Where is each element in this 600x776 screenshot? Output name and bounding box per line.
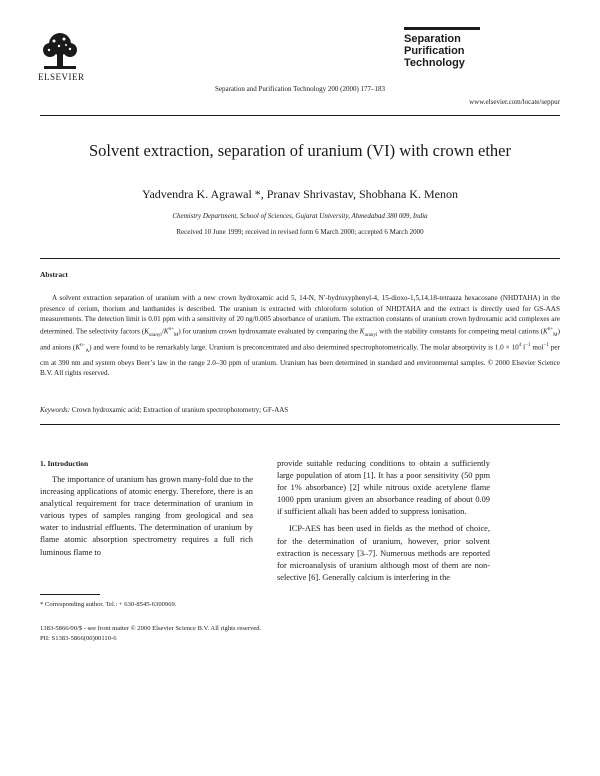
keywords-label: Keywords:: [40, 406, 71, 414]
journal-logo-bar: [404, 27, 480, 30]
journal-citation: Separation and Purification Technology 200 (2000) 177–183: [214, 85, 386, 93]
issn-block: [40, 624, 261, 644]
journal-logo-line-1: Separation: [404, 33, 461, 45]
corresponding-author-footnote: * Corresponding author. Tel.: + 630-8545-6300969.: [40, 601, 177, 608]
abstract-bottom-rule: [40, 424, 560, 425]
issn-line: 1383-5866/00/$ - see front matter © 2000 Elsevier Science B.V. All rights reserved.: [40, 625, 262, 632]
elsevier-tree-logo: [40, 30, 80, 70]
abstract-top-rule: [40, 258, 560, 259]
abstract-text: A solvent extraction separation of uranium with a new crown hydroxamic acid 5, 14-N, N′-hydroxyphenyl-4, 15-dioxo-1,5,14,18-tetraaza hexacosane (NHDTAHA) in the presence of cerium, thorium and lanthanides is described. The uranium is extracted with chloroform solution of NHDTAHA and the extract is directly used for GS-AAS measurements. The detection limit is 0.01 ppm with a sensitivity of 20 ng/0.005 absorbance of uranium. The extraction constants of uranium crown hydroxamic acid complexes are determined. The selectivity factors $(K_{uranyl}/K^{n+}_M)$ for uranium crown hydroxamate evaluated by comparing the $K_{uranyl}$ with the stability constants for competing metal cations $(K^{n+}_M)$ and anions $(K^{n-}_A)$ and were found to be remarkably large. Uranium is preconcentrated and also determined spectrophotometrically. The molar absorptivity is $1.0 \times 10^4$ $l^{-1}$ mol$^{-1}$ per cm at 390 nm and system obeys Beer’s law in the range 2.0–30 ppm of uranium. Uranium has been determined in standard and environmental samples. © 2000 Elsevier Science B.V. All rights reserved.: [40, 294, 560, 378]
author-affiliation: Chemistry Department, School of Sciences, Gujarat University, Ahmedabad 380 009, India: [172, 212, 428, 220]
journal-url[interactable]: www.elsevier.com/locate/seppur: [469, 98, 560, 106]
journal-logo: [404, 27, 480, 69]
footnote-rule: [40, 594, 100, 595]
pii-line: PII: S1383-5866(00)00110-6: [40, 635, 117, 642]
header-rule: [40, 115, 560, 116]
publisher-name: ELSEVIER: [38, 72, 85, 82]
keywords-list: Crown hydroxamic acid; Extraction of uranium spectrophotometry; GF-AAS: [70, 406, 289, 414]
article-authors: Yadvendra K. Agrawal *, Pranav Shrivastav, Shobhana K. Menon: [142, 187, 458, 201]
journal-logo-line-2: Purification: [404, 45, 465, 57]
abstract-heading: Abstract: [40, 270, 68, 279]
received-dates: Received 10 June 1999; received in revised form 6 March 2000; accepted 6 March 2000: [176, 228, 424, 236]
column-left: [40, 474, 253, 559]
section-heading-introduction: 1. Introduction: [40, 459, 89, 468]
journal-logo-line-3: Technology: [404, 57, 465, 69]
article-title: Solvent extraction, separation of uranium (VI) with crown ether: [89, 141, 511, 160]
paragraph: The importance of uranium has grown many-fold due to the increasing applications of atomic energy. Therefore, there is an analytical requirement for trace determination of uranium in various types of samples ranging from geological and sea water to industrial effluents. The determination of uranium by flame atomic absorption spectrometry requires a full rich luminous flame to: [40, 475, 253, 557]
keywords: [40, 406, 560, 414]
paragraph: provide suitable reducing conditions to obtain a sufficiently large population of atom [1]. It has a poor sensitivity (50 ppm for 1% absorbance) [2] while nitrous oxide acetylene flame 1000 ppm uranium given an absorbance reading of about 0.09 if sufficient alkali has been added to suppress ionisation.: [277, 459, 490, 517]
paragraph: ICP-AES has been used in fields as the method of choice, for the determination of uranium, however, prior solvent extraction is necessary [3–7]. Numerous methods are reported for microanalysis of uranium although most of them are non-selective [6]. Generally calcium is interfering in the: [277, 524, 490, 582]
column-right: [277, 458, 490, 584]
